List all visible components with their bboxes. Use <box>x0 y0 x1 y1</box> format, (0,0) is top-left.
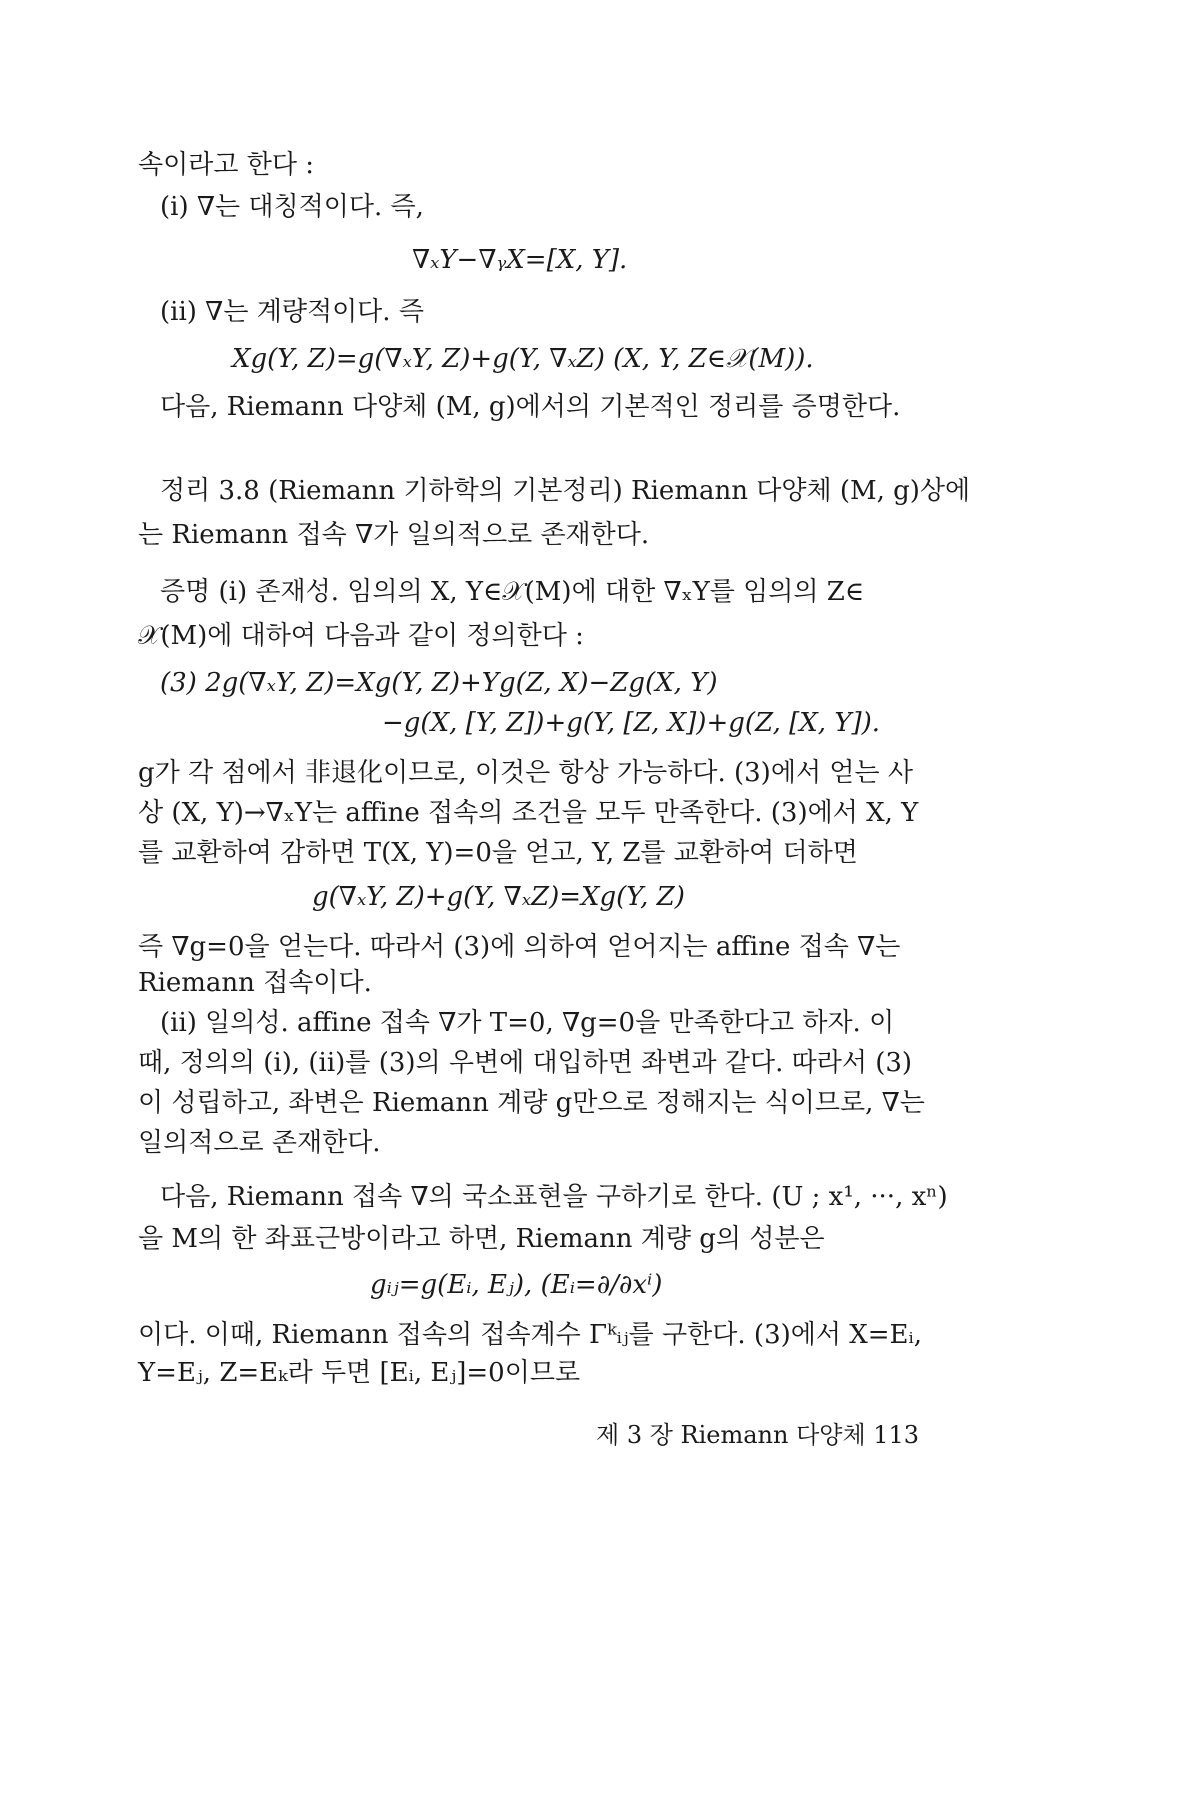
equation: gᵢⱼ=g(Eᵢ, Eⱼ), (Eᵢ=∂/∂xⁱ) <box>370 1270 663 1300</box>
text-line: 즉 ∇g=0을 얻는다. 따라서 (3)에 의하여 얻어지는 affine 접속 ∇는 <box>138 932 901 962</box>
text-line: 다음, Riemann 다양체 (M, g)에서의 기본적인 정리를 증명한다. <box>160 392 901 422</box>
text-line: 𝒳(M)에 대하여 다음과 같이 정의한다 : <box>138 621 584 651</box>
equation: Xg(Y, Z)=g(∇ₓY, Z)+g(Y, ∇ₓZ) (X, Y, Z∈𝒳(M)). <box>232 344 814 374</box>
proof-heading: 증명 (i) 존재성. 임의의 X, Y∈𝒳(M)에 대한 ∇ₓY를 임의의 Z∈ <box>160 577 865 607</box>
text-line: Y=Eⱼ, Z=Eₖ라 두면 [Eᵢ, Eⱼ]=0이므로 <box>138 1358 581 1388</box>
equation: ∇ₓY−∇ᵧX=[X, Y]. <box>412 245 628 275</box>
text-line: 를 교환하여 감하면 T(X, Y)=0을 얻고, Y, Z를 교환하여 더하면 <box>138 838 858 868</box>
page-footer: 제 3 장 Riemann 다양체 113 <box>596 1421 920 1449</box>
text-line: 때, 정의의 (i), (ii)를 (3)의 우변에 대입하면 좌변과 같다. 따라서 (3) <box>138 1048 913 1078</box>
text-line: 이 성립하고, 좌변은 Riemann 계량 g만으로 정해지는 식이므로, ∇는 <box>138 1088 925 1118</box>
text-line: (ii) ∇는 계량적이다. 즉 <box>160 297 424 327</box>
text-line: g가 각 점에서 非退化이므로, 이것은 항상 가능하다. (3)에서 얻는 사 <box>138 758 913 788</box>
equation: (3) 2g(∇ₓY, Z)=Xg(Y, Z)+Yg(Z, X)−Zg(X, Y) <box>160 668 718 698</box>
theorem-heading: 정리 3.8 (Riemann 기하학의 기본정리) Riemann 다양체 (M, g)상에 <box>160 476 971 506</box>
text-line: 을 M의 한 좌표근방이라고 하면, Riemann 계량 g의 성분은 <box>138 1224 825 1254</box>
text-line: 상 (X, Y)→∇ₓY는 affine 접속의 조건을 모두 만족한다. (3)에서 X, Y <box>138 798 919 828</box>
text-line: 다음, Riemann 접속 ∇의 국소표현을 구하기로 한다. (U ; x¹, ···, xⁿ) <box>160 1182 948 1212</box>
equation: −g(X, [Y, Z])+g(Y, [Z, X])+g(Z, [X, Y]). <box>382 708 881 738</box>
text-line: 이다. 이때, Riemann 접속의 접속계수 Γᵏᵢⱼ를 구한다. (3)에서 X=Eᵢ, <box>138 1320 923 1350</box>
text-line: 일의적으로 존재한다. <box>138 1128 381 1158</box>
text-line: 속이라고 한다 : <box>138 150 314 180</box>
equation: g(∇ₓY, Z)+g(Y, ∇ₓZ)=Xg(Y, Z) <box>312 882 685 912</box>
text-line: 는 Riemann 접속 ∇가 일의적으로 존재한다. <box>138 520 650 550</box>
text-line: Riemann 접속이다. <box>138 968 372 998</box>
text-line: (ii) 일의성. affine 접속 ∇가 T=0, ∇g=0을 만족한다고 하자. 이 <box>160 1008 895 1038</box>
text-line: (i) ∇는 대칭적이다. 즉, <box>160 192 424 222</box>
